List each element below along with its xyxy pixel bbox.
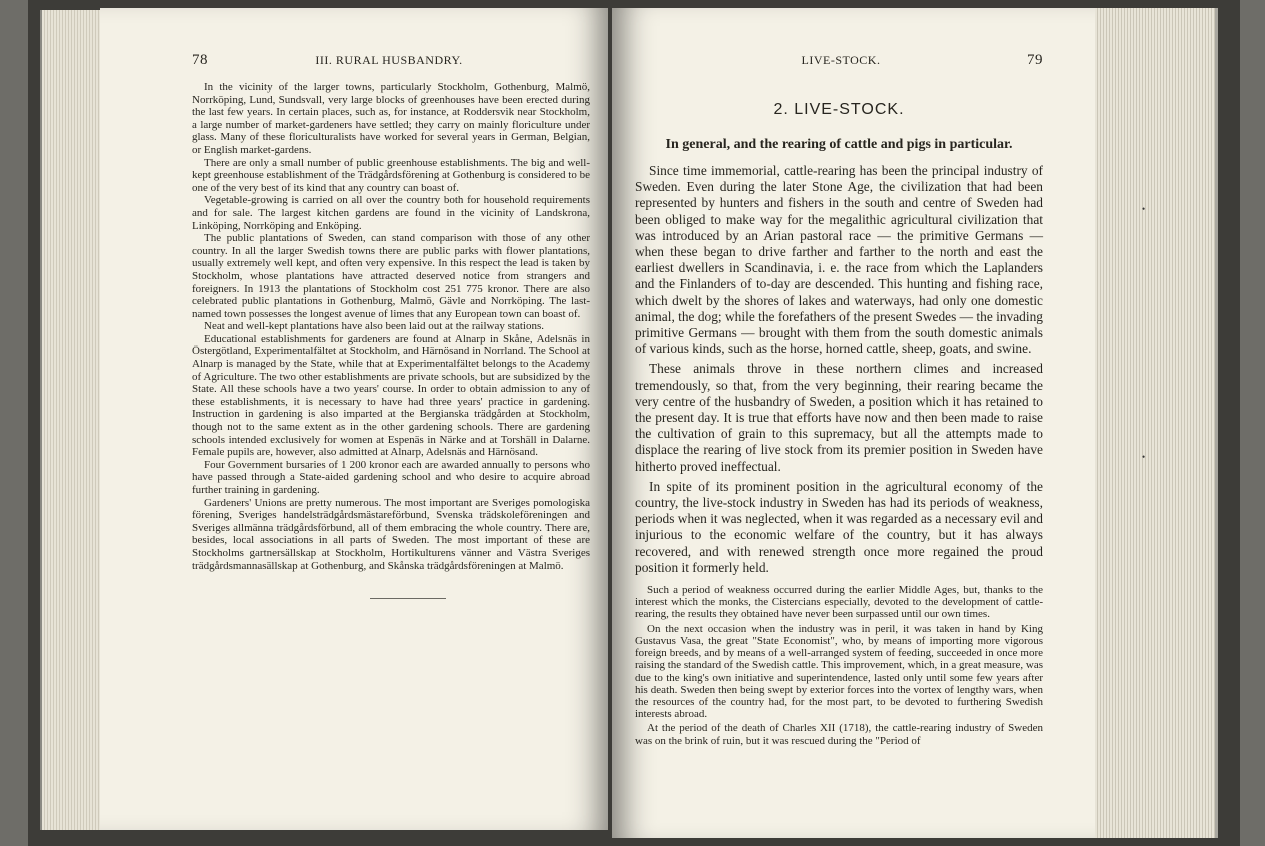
note-paragraph: Such a period of weakness occurred during the earlier Middle Ages, but, thanks to the interest which the monks, the Cistercians especially, devoted to the development of cattle-rearing, the results they obtained have never been surpassed until our own times. bbox=[635, 584, 1043, 621]
left-running-head bbox=[192, 52, 590, 69]
right-running-head bbox=[635, 52, 1043, 69]
paragraph: There are only a small number of public greenhouse establishments. The big and well-kept greenhouse establishment of the Trädgårdsförening at Gothenburg is considered to be one of the very best of its kind that any country can boast of. bbox=[192, 156, 590, 194]
right-page-edges bbox=[1095, 8, 1218, 838]
small-print-notes bbox=[635, 584, 1043, 747]
margin-mark: • bbox=[1142, 452, 1146, 462]
right-page-number: 79 bbox=[1026, 52, 1043, 68]
left-page bbox=[100, 8, 608, 830]
section-subtitle: In general, and the rearing of cattle and pigs in particular. bbox=[665, 137, 1013, 152]
paragraph: The public plantations of Sweden, can stand comparison with those of any other country. In all the larger Swedish towns there are public parks with flower plantations, usually extremely well kept, and often very expensive. In this respect the lead is taken by Stockholm, whose plantations have attracted deserved notice from strangers and foreigners. In 1913 the plantations of Stockholm cost 251 775 kronor. There are also celebrated public plantations in Gothenburg, Malmö, Gävle and Norrköping. The last-named town possesses the longest avenue of limes that any European town can boast of. bbox=[192, 232, 590, 320]
end-rule bbox=[370, 598, 446, 599]
margin-mark: • bbox=[1142, 204, 1146, 214]
paragraph: Educational establishments for gardeners are found at Alnarp in Skåne, Adelsnäs in Östergötland, Experimentalfältet at Stockholm, and Härnösand in Norrland. The School at Alnarp is managed by the State, while that at Experimentalfältet belongs to the Academy of Agriculture. The two other establishments are private schools, but are subsidized by the State. All these schools have a two years' course. In order to obtain admission to any of these establishments, it is necessary to have had three years' practice in gardening. Instruction in gardening is also imparted at the Bergianska trädgården at Stockholm, though not to the same extent as in the other gardening schools. There are gardening schools intended exclusively for women at Espenäs in Närke and at Torshäll in Dalarne. Female pupils are, however, also admitted at Alnarp, Adelsnäs and Härnösand. bbox=[192, 332, 590, 459]
left-body-text bbox=[192, 81, 590, 572]
paragraph: In spite of its prominent position in the agricultural economy of the country, the live-stock industry in Sweden has had its periods of weakness, periods when it was neglected, when it was regarded as a necessary evil and injurious to the economic welfare of the country, but it has always recovered, and with renewed strength once more regained the proud position it formerly held. bbox=[635, 478, 1043, 575]
left-running-title: III. RURAL HUSBANDRY. bbox=[315, 53, 463, 67]
paragraph: Vegetable-growing is carried on all over the country both for household requirements and for sale. The largest kitchen gardens are found in the vicinity of Landskrona, Linköping, Norrköping and Enköping. bbox=[192, 194, 590, 232]
paragraph: In the vicinity of the larger towns, particularly Stockholm, Gothenburg, Malmö, Norrköping, Lund, Sundsvall, very large blocks of greenhouses have been erected during the last few years. In certain places, such as, for instance, at Roddersvik near Stockholm, a large number of market-gardeners have settled; they carry on mainly floriculture under glass. Many of these floriculturalists have worked for several years in German, Belgian, or English market-gardens. bbox=[192, 81, 590, 156]
note-paragraph: On the next occasion when the industry was in peril, it was taken in hand by King Gustavus Vasa, the great "State Economist", who, by means of importing more vigorous foreign breeds, and by means of a well-arranged system of feeding, succeeded in once more raising the standard of the Swedish cattle. This improvement, which, in a great measure, was due to the king's own initiative and superintendence, lasted only until some few years after his death. Sweden then being swept by exterior forces into the vortex of lengthy wars, when the resources of the country had, for the most part, to be devoted to furthering Swedish interests abroad. bbox=[635, 622, 1043, 721]
paragraph: Gardeners' Unions are pretty numerous. The most important are Sveriges pomologiska förening, Sveriges handelsträdgårdsmästareförbund, Svenska trädskoleföreningen and Sveriges allmänna trädgårdsförbund, all of them embracing the whole country. There are, besides, local associations in all parts of Sweden. The most important of these are Stockholms gartnersällskap at Stockholm, Hortikulturens vänner and Västra Sveriges trädgårdsmannasällskap at Gothenburg, and Skånska trädgårdsföreningen at Malmö. bbox=[192, 496, 590, 572]
paragraph: These animals throve in these northern climes and increased tremendously, so that, from the very beginning, their rearing became the very centre of the husbandry of Sweden, a position which it has retained to the present day. It is true that efforts have now and then been made to raise the cultivation of grain to this supremacy, but all the attempts made to displace the rearing of live stock from its premier position in Sweden have hitherto proved ineffectual. bbox=[635, 361, 1043, 474]
left-page-edges bbox=[40, 10, 102, 830]
paragraph: Four Government bursaries of 1 200 kronor each are awarded annually to persons who have passed through a State-aided gardening school and who desire to acquire abroad further training in gardening. bbox=[192, 458, 590, 496]
right-body-text bbox=[635, 163, 1043, 576]
section-title: 2. LIVE-STOCK. bbox=[773, 101, 905, 118]
paragraph: Neat and well-kept plantations have also been laid out at the railway stations. bbox=[204, 320, 544, 333]
note-paragraph: At the period of the death of Charles XII (1718), the cattle-rearing industry of Sweden was on the brink of ruin, but it was rescued during the "Period of bbox=[635, 722, 1043, 747]
right-running-title: LIVE-STOCK. bbox=[801, 53, 881, 67]
left-page-number: 78 bbox=[192, 52, 208, 68]
paragraph: Since time immemorial, cattle-rearing has been the principal industry of Sweden. Even during the later Stone Age, the civilization that had been represented by hunters and fishers in the south and centre of Sweden had been obliged to make way for the megalithic agricultural civilization that was introduced by an Arian pastoral race — the primitive Germans — when these began to drive farther and farther to the north and east the earliest dwellers in Scandinavia, i. e. the race from which the Laplanders and the Finlanders of to-day are descended. This hunting and fishing race, which dwelt by the shores of lakes and waterways, had only one domestic animal, the dog; while the forefathers of the present Swedes — the invading primitive Germans — brought with them from the south domestic animals of various kinds, such as the horse, horned cattle, sheep, goats, and swine. bbox=[635, 163, 1043, 357]
right-page bbox=[612, 8, 1095, 838]
